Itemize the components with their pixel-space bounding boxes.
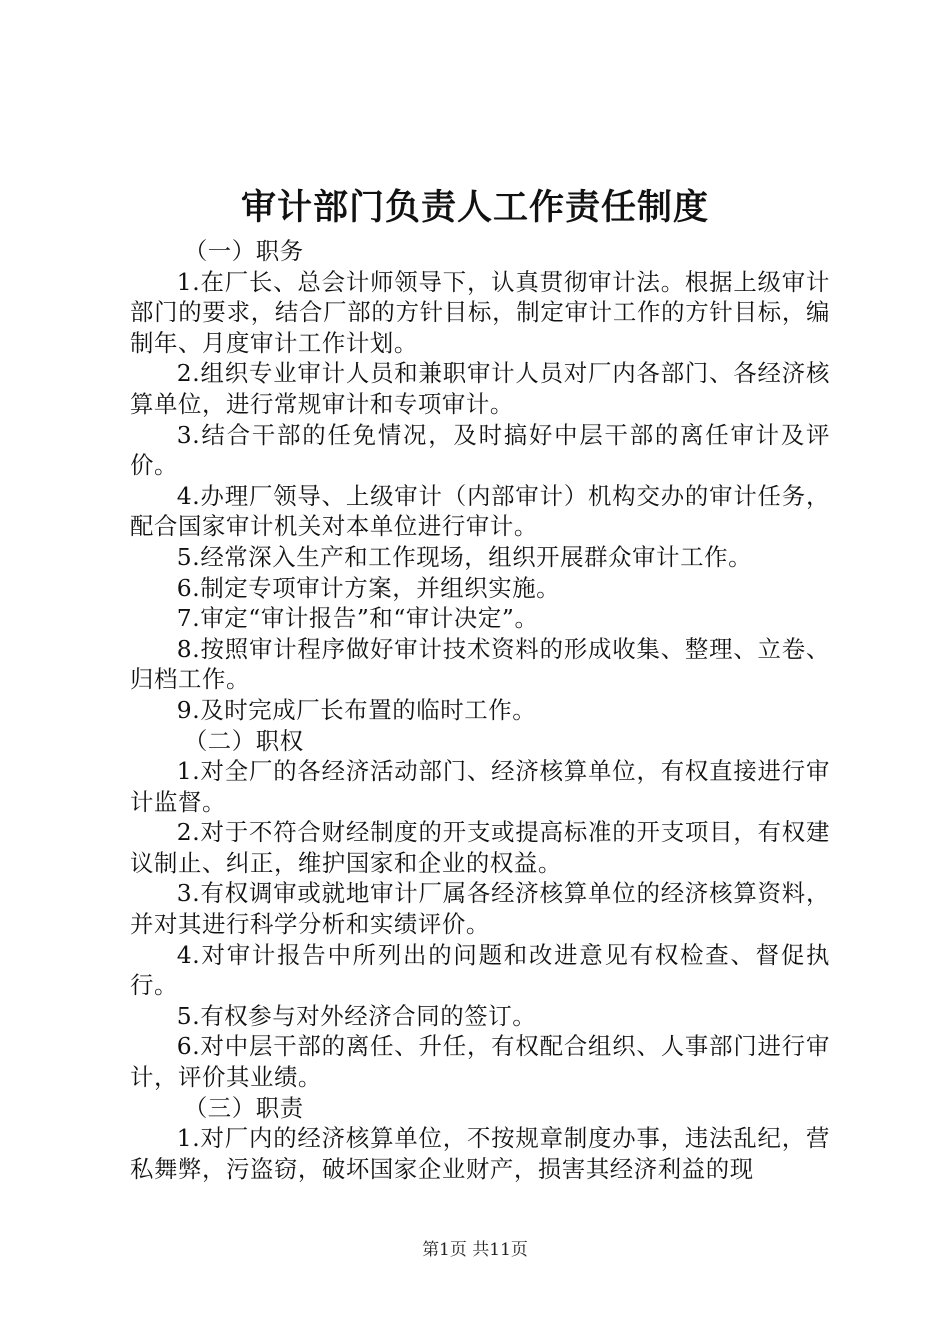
list-item: 1.对全厂的各经济活动部门、经济核算单位，有权直接进行审计监督。 bbox=[130, 757, 830, 816]
page-footer bbox=[0, 1238, 950, 1262]
list-item: 1.对厂内的经济核算单位，不按规章制度办事，违法乱纪，营私舞弊，污盗窃，破坏国家企业财产，损害其经济利益的现 bbox=[130, 1124, 830, 1183]
list-item: 4.办理厂领导、上级审计（内部审计）机构交办的审计任务，配合国家审计机关对本单位进行审计。 bbox=[130, 481, 830, 541]
list-item: 3.结合干部的任免情况，及时搞好中层干部的离任审计及评价。 bbox=[130, 420, 830, 480]
list-item: 5.经常深入生产和工作现场，组织开展群众审计工作。 bbox=[176, 542, 753, 571]
list-item: 9.及时完成厂长布置的临时工作。 bbox=[176, 695, 537, 724]
list-item: 4.对审计报告中所列出的问题和改进意见有权检查、督促执行。 bbox=[130, 940, 830, 1000]
document-body bbox=[130, 236, 830, 1184]
list-item: 6.对中层干部的离任、升任，有权配合组织、人事部门进行审计，评价其业绩。 bbox=[130, 1032, 830, 1092]
list-item: 5.有权参与对外经济合同的签订。 bbox=[176, 1001, 537, 1030]
list-item: 1.在厂长、总会计师领导下，认真贯彻审计法。根据上级审计部门的要求，结合厂部的方针目标，制定审计工作的方针目标，编制年、月度审计工作计划。 bbox=[130, 267, 830, 357]
list-item: 8.按照审计程序做好审计技术资料的形成收集、整理、立卷、归档工作。 bbox=[130, 634, 830, 694]
list-item: 7.审定“审计报告”和“审计决定”。 bbox=[176, 604, 539, 633]
list-item: 2.对于不符合财经制度的开支或提高标准的开支项目，有权建议制止、纠正，维护国家和企业的权益。 bbox=[130, 818, 830, 877]
page-number: 第1页 共11页 bbox=[422, 1240, 528, 1260]
section-heading: （一）职务 bbox=[183, 237, 304, 265]
list-item: 6.制定专项审计方案，并组织实施。 bbox=[176, 573, 561, 602]
document-title: 审计部门负责人工作责任制度 bbox=[240, 187, 709, 228]
section-heading: （二）职权 bbox=[183, 726, 304, 755]
list-item: 2.组织专业审计人员和兼职审计人员对厂内各部门、各经济核算单位，进行常规审计和专项审计。 bbox=[130, 359, 830, 418]
list-item: 3.有权调审或就地审计厂属各经济核算单位的经济核算资料，并对其进行科学分析和实绩评价。 bbox=[130, 879, 830, 939]
section-heading: （三）职责 bbox=[183, 1093, 304, 1122]
